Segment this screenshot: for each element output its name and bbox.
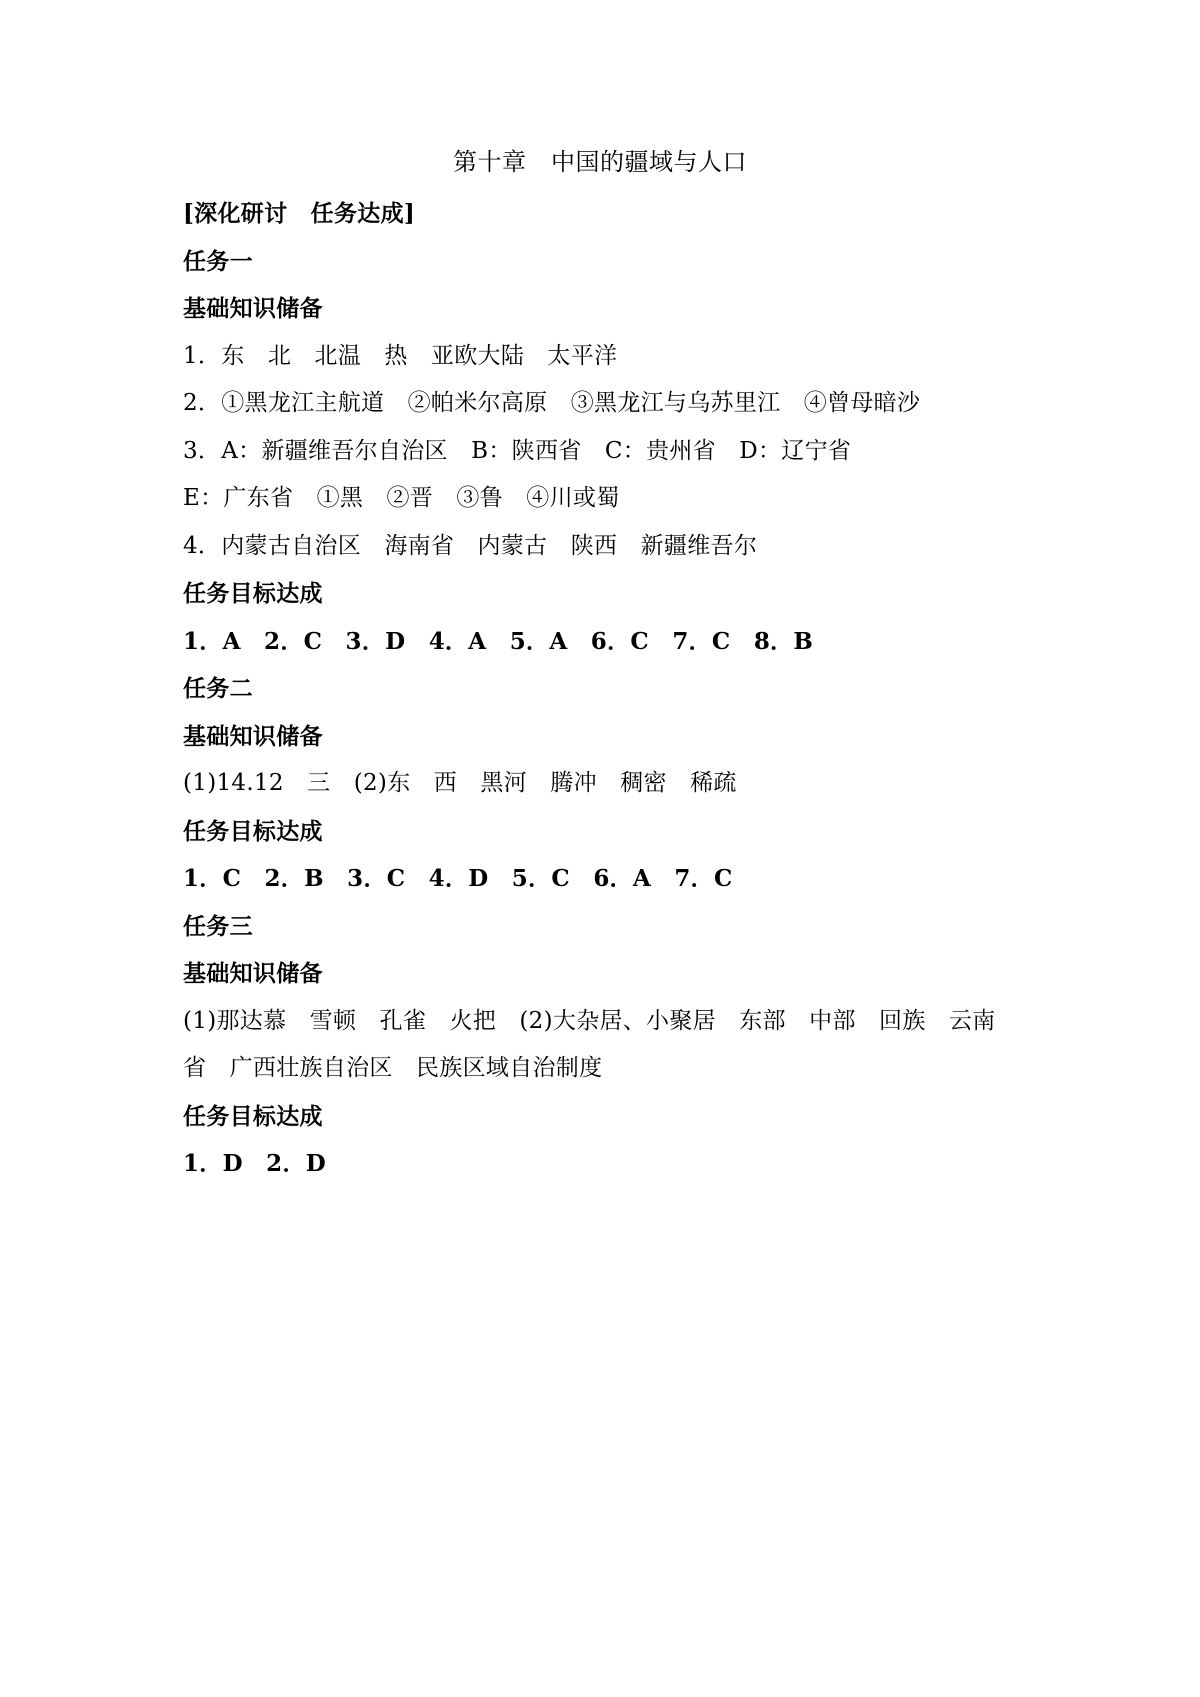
section-header: [深化研讨 任务达成] [183, 200, 416, 227]
task3-line-2: 省 广西壮族自治区 民族区域自治制度 [183, 1055, 603, 1081]
task2-answers: 1．C 2．B 3．C 4．D 5．C 6．A 7．C [183, 865, 733, 892]
task3-heading: 任务三 [183, 912, 253, 940]
task1-answers: 1．A 2．C 3．D 4．A 5．A 6．C 7．C 8．B [183, 627, 814, 655]
task1-basics-heading: 基础知识储备 [183, 295, 323, 322]
task3-line-1: (1)那达慕 雪顿 孔雀 火把 (2)大杂居、小聚居 东部 中部 回族 云南 [183, 1007, 996, 1034]
task1-line-4: E：广东省 ①黑 ②晋 ③鲁 ④川或蜀 [183, 485, 620, 511]
task2-goals-heading: 任务目标达成 [183, 817, 323, 845]
task1-line-5: 4．内蒙古自治区 海南省 内蒙古 陕西 新疆维吾尔 [183, 532, 758, 559]
task1-heading: 任务一 [183, 247, 253, 275]
task2-heading: 任务二 [183, 675, 253, 702]
answer-content [183, 190, 1043, 1188]
task1-line-1: 1．东 北 北温 热 亚欧大陆 太平洋 [183, 342, 618, 369]
task3-basics-heading: 基础知识储备 [183, 960, 323, 987]
task1-line-2: 2．①黑龙江主航道 ②帕米尔高原 ③黑龙江与乌苏里江 ④曾母暗沙 [183, 390, 921, 416]
task1-line-3: 3．A：新疆维吾尔自治区 B：陕西省 C：贵州省 D：辽宁省 [183, 437, 852, 464]
task2-basics-heading: 基础知识储备 [183, 722, 323, 750]
task3-goals-heading: 任务目标达成 [183, 1102, 323, 1130]
chapter-title: 第十章 中国的疆域与人口 [453, 148, 747, 176]
task3-answers: 1．D 2．D [183, 1150, 326, 1177]
task1-goals-heading: 任务目标达成 [183, 580, 323, 607]
task2-line-1: (1)14.12 三 (2)东 西 黑河 腾冲 稠密 稀疏 [183, 770, 737, 796]
